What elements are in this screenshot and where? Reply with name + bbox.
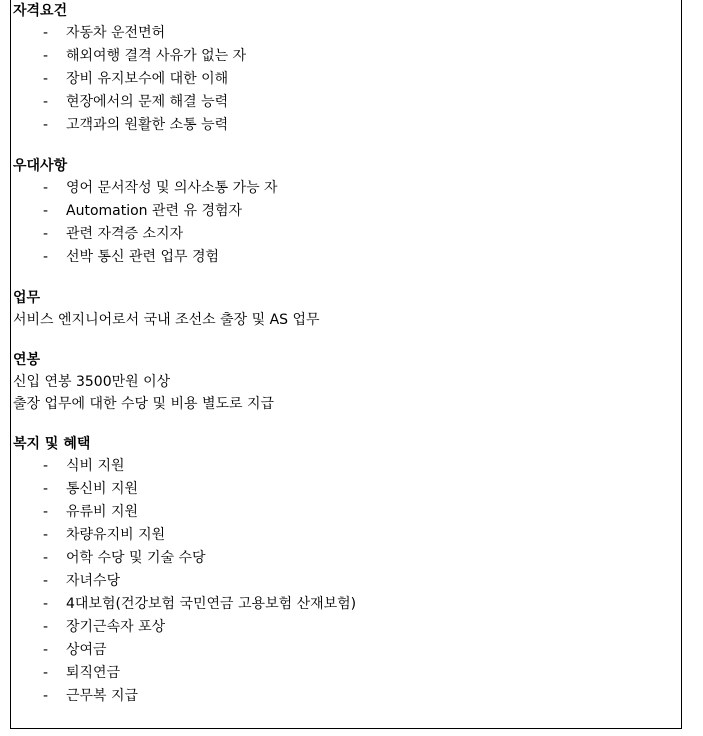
bullet-dash: - bbox=[43, 665, 49, 681]
item-text: Automation 관련 유 경험자 bbox=[66, 203, 243, 219]
bullet-dash: - bbox=[43, 48, 49, 64]
list-item bbox=[13, 455, 673, 478]
job-posting-body bbox=[13, 0, 673, 708]
bullet-dash: - bbox=[43, 642, 49, 658]
salary-text: 신입 연봉 3500만원 이상 bbox=[13, 374, 171, 390]
section-duties bbox=[13, 287, 673, 331]
bullet-dash: - bbox=[43, 94, 49, 110]
bullet-dash: - bbox=[43, 596, 49, 612]
item-text: 영어 문서작성 및 의사소통 가능 자 bbox=[66, 180, 278, 196]
bullet-dash: - bbox=[43, 25, 49, 41]
duty-text: 서비스 엔지니어로서 국내 조선소 출장 및 AS 업무 bbox=[13, 312, 320, 328]
item-text: 근무복 지급 bbox=[66, 688, 139, 704]
list-item bbox=[13, 478, 673, 501]
list-item bbox=[13, 177, 673, 200]
list-item bbox=[13, 22, 673, 45]
item-text: 고객과의 원활한 소통 능력 bbox=[66, 117, 229, 133]
section-title: 우대사항 bbox=[13, 158, 68, 174]
bullet-dash: - bbox=[43, 481, 49, 497]
item-text: 4대보험(건강보험 국민연금 고용보험 산재보험) bbox=[66, 596, 357, 612]
list-item bbox=[13, 114, 673, 137]
list-item bbox=[13, 639, 673, 662]
section-gap bbox=[13, 269, 673, 287]
bullet-dash: - bbox=[43, 504, 49, 520]
item-text: 현장에서의 문제 해결 능력 bbox=[66, 94, 229, 110]
section-benefits bbox=[13, 433, 673, 708]
list-item bbox=[13, 570, 673, 593]
section-salary bbox=[13, 349, 673, 415]
item-text: 장기근속자 포상 bbox=[66, 619, 166, 635]
item-text: 자녀수당 bbox=[66, 573, 121, 589]
list-item bbox=[13, 45, 673, 68]
section-qualifications bbox=[13, 0, 673, 137]
section-title: 연봉 bbox=[13, 352, 41, 368]
section-title: 업무 bbox=[13, 290, 41, 306]
bullet-dash: - bbox=[43, 550, 49, 566]
list-item bbox=[13, 200, 673, 223]
salary-text: 출장 업무에 대한 수당 및 비용 별도로 지급 bbox=[13, 396, 275, 412]
item-text: 관련 자격증 소지자 bbox=[66, 226, 184, 242]
bullet-dash: - bbox=[43, 688, 49, 704]
section-gap bbox=[13, 137, 673, 155]
list-item bbox=[13, 223, 673, 246]
qualifications-list bbox=[13, 22, 673, 137]
item-text: 퇴직연금 bbox=[66, 665, 121, 681]
bullet-dash: - bbox=[43, 117, 49, 133]
list-item bbox=[13, 91, 673, 114]
list-item bbox=[13, 662, 673, 685]
item-text: 유류비 지원 bbox=[66, 504, 139, 520]
list-item bbox=[13, 616, 673, 639]
bullet-dash: - bbox=[43, 458, 49, 474]
list-item bbox=[13, 246, 673, 269]
list-item bbox=[13, 547, 673, 570]
item-text: 선박 통신 관련 업무 경험 bbox=[66, 249, 220, 265]
item-text: 차량유지비 지원 bbox=[66, 527, 166, 543]
item-text: 장비 유지보수에 대한 이해 bbox=[66, 71, 229, 87]
list-item bbox=[13, 524, 673, 547]
item-text: 자동차 운전면허 bbox=[66, 25, 166, 41]
bullet-dash: - bbox=[43, 203, 49, 219]
item-text: 해외여행 결격 사유가 없는 자 bbox=[66, 48, 247, 64]
bullet-dash: - bbox=[43, 573, 49, 589]
section-gap bbox=[13, 415, 673, 433]
benefits-list bbox=[13, 455, 673, 708]
list-item bbox=[13, 685, 673, 708]
list-item bbox=[13, 501, 673, 524]
section-preferred bbox=[13, 155, 673, 269]
section-title: 자격요건 bbox=[13, 3, 68, 19]
list-item bbox=[13, 593, 673, 616]
bullet-dash: - bbox=[43, 180, 49, 196]
item-text: 어학 수당 및 기술 수당 bbox=[66, 550, 206, 566]
bullet-dash: - bbox=[43, 226, 49, 242]
bullet-dash: - bbox=[43, 71, 49, 87]
preferred-list bbox=[13, 177, 673, 269]
bullet-dash: - bbox=[43, 619, 49, 635]
bullet-dash: - bbox=[43, 527, 49, 543]
item-text: 상여금 bbox=[66, 642, 107, 658]
section-gap bbox=[13, 331, 673, 349]
item-text: 식비 지원 bbox=[66, 458, 125, 474]
bullet-dash: - bbox=[43, 249, 49, 265]
section-title: 복지 및 혜택 bbox=[13, 436, 91, 452]
list-item bbox=[13, 68, 673, 91]
item-text: 통신비 지원 bbox=[66, 481, 139, 497]
